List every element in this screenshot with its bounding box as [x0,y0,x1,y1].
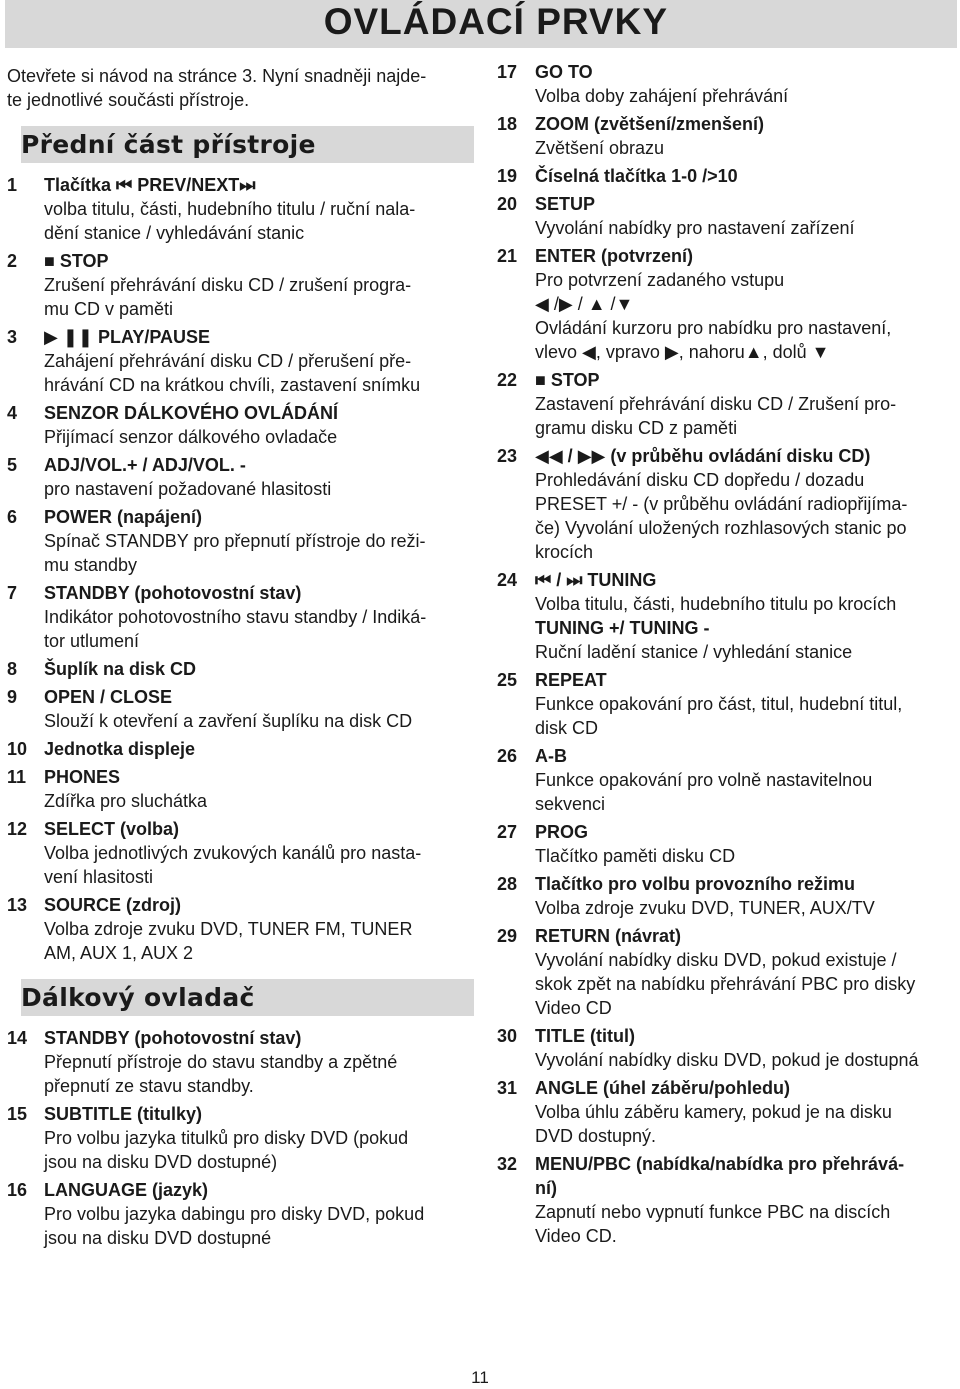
item-body [44,505,472,577]
item-number: 4 [7,403,18,423]
item-number: 10 [7,739,28,759]
item-number: 27 [497,822,518,842]
item-body [535,872,957,920]
item-number: 16 [7,1180,28,1200]
item-body [535,820,957,868]
item-body [535,1024,957,1072]
item-body [535,444,957,564]
item-description: tor utlumení [44,631,140,651]
item-number: 32 [497,1154,518,1174]
list-item [7,893,472,965]
list-item [7,737,472,761]
list-item [7,765,472,813]
item-description: Tlačítko paměti disku CD [535,846,736,866]
list-item [497,164,957,188]
item-number: 13 [7,895,28,915]
item-title: Šuplík na disk CD [44,659,197,679]
list-item [497,668,957,740]
item-body [44,581,472,653]
item-description: skok zpět na nabídku přehrávání PBC pro disky [535,974,916,994]
item-body [535,668,957,740]
list-item [7,1026,472,1098]
section-heading-label: Přední část přístroje [21,130,316,159]
item-title: Jednotka displeje [44,739,196,759]
item-subtitle: TUNING +/ TUNING - [535,618,710,638]
item-description: dění stanice / vyhledávání stanic [44,223,305,243]
item-body [44,737,472,761]
remote-items-list [7,1026,472,1250]
list-item [497,744,957,816]
item-body [535,744,957,816]
item-title: RETURN (návrat) [535,926,682,946]
item-number: 17 [497,62,518,82]
item-body [44,249,472,321]
item-body [44,1026,472,1098]
item-number: 20 [497,194,518,214]
item-title: Číselná tlačítka 1-0 />10 [535,166,738,186]
item-body [535,244,957,364]
item-number: 1 [7,175,18,195]
item-number: 31 [497,1078,518,1098]
item-description: Zastavení přehrávání disku CD / Zrušení pro- [535,394,897,414]
item-title: ■ STOP [44,251,109,271]
intro-line: te jednotlivé součásti přístroje. [7,90,250,110]
item-description: Funkce opakování pro část, titul, hudební titul, [535,694,903,714]
item-body [44,173,472,245]
item-description: Vyvolání nabídky pro nastavení zařízení [535,218,855,238]
item-body [535,1152,957,1248]
item-description: vlevo ◀, vpravo ▶, nahoru▲, dolů ▼ [535,342,830,362]
item-title: TITLE (titul) [535,1026,635,1046]
item-title: ANGLE (úhel záběru/pohledu) [535,1078,790,1098]
list-item [7,657,472,681]
list-item [497,1076,957,1148]
item-title: ▶ ❚❚ PLAY/PAUSE [44,327,211,347]
item-number: 18 [497,114,518,134]
item-description: Ruční ladění stanice / vyhledání stanice [535,642,853,662]
item-number: 21 [497,246,518,266]
right-column [497,60,957,1252]
page-number: 11 [471,1368,489,1387]
item-number: 12 [7,819,28,839]
item-body [44,1178,472,1250]
item-number: 11 [7,767,27,787]
item-body [535,60,957,108]
item-number: 24 [497,570,518,590]
list-item [497,244,957,364]
item-title: GO TO [535,62,593,82]
list-item [497,1152,957,1248]
list-item [497,112,957,160]
item-description: Zapnutí nebo vypnutí funkce PBC na discích [535,1202,891,1222]
item-description: Spínač STANDBY pro přepnutí přístroje do reži- [44,531,426,551]
item-description: Pro volbu jazyka dabingu pro disky DVD, pokud [44,1204,425,1224]
item-number: 9 [7,687,18,707]
item-title: STANDBY (pohotovostní stav) [44,583,302,603]
item-title: SENZOR DÁLKOVÉHO OVLÁDÁNÍ [44,403,339,423]
item-description: gramu disku CD z paměti [535,418,738,438]
list-item [7,505,472,577]
left-column [7,60,472,1254]
front-items-list [7,173,472,965]
item-body [535,112,957,160]
item-description: Video CD. [535,1226,617,1246]
item-title: MENU/PBC (nabídka/nabídka pro přehrává- [535,1154,905,1174]
item-number: 25 [497,670,518,690]
item-body [44,893,472,965]
list-item [7,249,472,321]
list-item [7,453,472,501]
item-title: REPEAT [535,670,607,690]
item-number: 15 [7,1104,28,1124]
list-item [7,173,472,245]
item-description: Indikátor pohotovostního stavu standby / Indiká- [44,607,427,627]
item-body [44,685,472,733]
list-item [497,192,957,240]
section-heading-remote [21,979,474,1016]
list-item [497,820,957,868]
item-description: Ovládání kurzoru pro nabídku pro nastavení, [535,318,892,338]
list-item [497,1024,957,1072]
item-body [44,657,472,681]
item-description: Funkce opakování pro volně nastavitelnou [535,770,873,790]
item-description: volba titulu, části, hudebního titulu / ruční nala- [44,199,416,219]
item-title: STANDBY (pohotovostní stav) [44,1028,302,1048]
item-description: sekvenci [535,794,606,814]
item-description: Přepnutí přístroje do stavu standby a zpětné [44,1052,398,1072]
item-description: Pro volbu jazyka titulků pro disky DVD (pokud [44,1128,409,1148]
remote-items-list-continued [497,60,957,1248]
item-title: ZOOM (zvětšení/zmenšení) [535,114,765,134]
item-number: 14 [7,1028,28,1048]
item-title: ADJ/VOL.+ / ADJ/VOL. - [44,455,246,475]
item-body [44,765,472,813]
item-description: krocích [535,542,594,562]
item-title: ■ STOP [535,370,600,390]
item-number: 26 [497,746,518,766]
item-body [535,164,957,188]
list-item [7,325,472,397]
item-description: Vyvolání nabídky disku DVD, pokud je dostupná [535,1050,919,1070]
page-title: OVLÁDACÍ PRVKY [323,1,668,42]
item-body [535,1076,957,1148]
item-number: 8 [7,659,18,679]
item-description: Zdířka pro sluchátka [44,791,208,811]
item-description: PRESET +/ - (v průběhu ovládání radiopřijíma- [535,494,908,514]
item-title: ENTER (potvrzení) [535,246,694,266]
item-description: mu CD v paměti [44,299,174,319]
item-title: PHONES [44,767,121,787]
item-title: SETUP [535,194,596,214]
item-description: ◀ /▶ / ▲ /▼ [535,294,634,314]
item-title: A-B [535,746,567,766]
list-item [497,60,957,108]
item-number: 29 [497,926,518,946]
item-description: Vyvolání nabídky disku DVD, pokud existuje / [535,950,897,970]
item-description: Volba zdroje zvuku DVD, TUNER, AUX/TV [535,898,875,918]
item-number: 5 [7,455,18,475]
item-body [44,817,472,889]
item-description: Video CD [535,998,612,1018]
item-description: Volba jednotlivých zvukových kanálů pro nasta- [44,843,422,863]
item-description: Zvětšení obrazu [535,138,665,158]
list-item [497,568,957,664]
item-description: jsou na disku DVD dostupné [44,1228,272,1248]
list-item [7,401,472,449]
item-description: AM, AUX 1, AUX 2 [44,943,194,963]
item-description: Volba úhlu záběru kamery, pokud je na disku [535,1102,892,1122]
list-item [7,1178,472,1250]
item-description: Volba titulu, části, hudebního titulu po krocích [535,594,897,614]
list-item [7,581,472,653]
item-number: 3 [7,327,18,347]
list-item [7,1102,472,1174]
item-description: Slouží k otevření a zavření šuplíku na disk CD [44,711,413,731]
section-heading-label: Dálkový ovladač [21,983,255,1012]
item-description: Zrušení přehrávání disku CD / zrušení progra- [44,275,412,295]
item-body [535,924,957,1020]
item-description: pro nastavení požadované hlasitosti [44,479,332,499]
item-body [44,401,472,449]
intro-paragraph [7,64,472,112]
item-number: 28 [497,874,518,894]
item-body [535,568,957,664]
item-title: SOURCE (zdroj) [44,895,181,915]
item-description: DVD dostupný. [535,1126,657,1146]
item-number: 2 [7,251,18,271]
item-description: Volba zdroje zvuku DVD, TUNER FM, TUNER [44,919,413,939]
intro-line: Otevřete si návod na stránce 3. Nyní snadněji najde- [7,66,427,86]
item-description: Zahájení přehrávání disku CD / přerušení pře- [44,351,412,371]
item-title: POWER (napájení) [44,507,203,527]
item-description: disk CD [535,718,599,738]
list-item [497,444,957,564]
item-title: PROG [535,822,589,842]
item-description: Pro potvrzení zadaného vstupu [535,270,785,290]
item-number: 6 [7,507,18,527]
item-title: Tlačítko pro volbu provozního režimu [535,874,856,894]
item-number: 22 [497,370,518,390]
item-title: ◀◀ / ▶▶ (v průběhu ovládání disku CD) [535,446,871,466]
item-number: 30 [497,1026,518,1046]
list-item [497,924,957,1020]
item-title: Tlačítka ⏮ PREV/NEXT⏭ [44,175,256,195]
list-item [7,685,472,733]
section-heading-front [21,126,474,163]
item-body [44,453,472,501]
item-description: vení hlasitosti [44,867,154,887]
item-description: jsou na disku DVD dostupné) [44,1152,278,1172]
item-description: přepnutí ze stavu standby. [44,1076,254,1096]
item-body [44,325,472,397]
item-description: Přijímací senzor dálkového ovladače [44,427,338,447]
item-title: SELECT (volba) [44,819,180,839]
item-body [535,192,957,240]
list-item [497,872,957,920]
list-item [7,817,472,889]
item-title: OPEN / CLOSE [44,687,173,707]
item-number: 23 [497,446,518,466]
item-body [44,1102,472,1174]
item-description: če) Vyvolání uložených rozhlasových stanic po [535,518,907,538]
item-title: ⏮ / ⏭ TUNING [535,570,657,590]
item-description: Prohledávání disku CD dopředu / dozadu [535,470,865,490]
item-title: SUBTITLE (titulky) [44,1104,202,1124]
item-description: mu standby [44,555,138,575]
item-title: LANGUAGE (jazyk) [44,1180,209,1200]
item-number: 19 [497,166,518,186]
item-description: hrávání CD na krátkou chvíli, zastavení snímku [44,375,421,395]
item-number: 7 [7,583,18,603]
item-body [535,368,957,440]
list-item [497,368,957,440]
item-description: Volba doby zahájení přehrávání [535,86,789,106]
item-title-continued: ní) [535,1178,557,1198]
